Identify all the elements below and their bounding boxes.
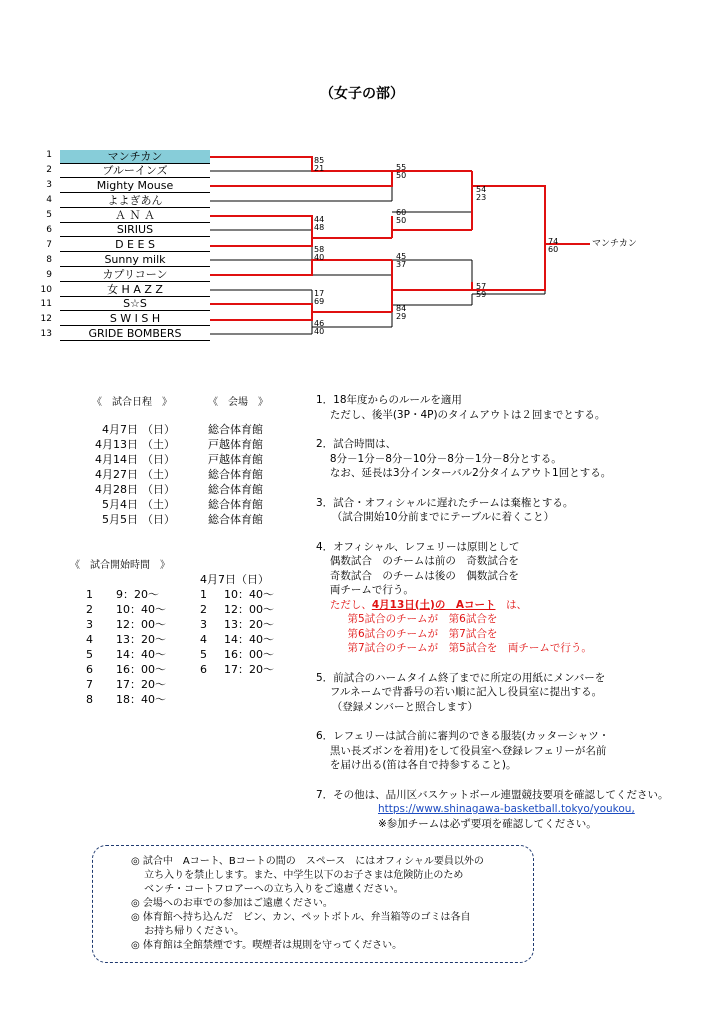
- notice-box: [92, 845, 534, 963]
- seed-number: 3: [46, 180, 52, 190]
- schedule-list: [70, 422, 300, 527]
- team-cell: カプリコーン: [60, 268, 210, 282]
- note-2: 2．試合時間は、 8分－1分－8分－10分－8分－1分－8分とする。 なお、延長は3分インターバル2分タイムアウト1回とする。: [316, 438, 612, 479]
- start-time-row: 3 13：20～: [200, 618, 274, 631]
- schedule-row: 5月4日 （土） 総合体育館: [102, 498, 263, 511]
- note-3: 3．試合・オフィシャルに遅れたチームは棄権とする。 （試合開始10分前までにテーブルに着くこと）: [316, 496, 574, 523]
- start-time-row: 7 17：20～: [86, 678, 166, 691]
- start-times-subheader: 4月7日（日）: [200, 573, 269, 586]
- seed-number: 8: [46, 255, 52, 265]
- match-score: 46 40: [314, 319, 325, 336]
- start-time-row: 2 12：00～: [200, 603, 274, 616]
- start-time-row: 4 14：40～: [200, 633, 274, 646]
- team-cell-champion: マンチカン: [60, 150, 210, 164]
- rules-link[interactable]: https://www.shinagawa-basketball.tokyo/youkou,: [378, 803, 635, 815]
- team-cell: Sunny milk: [60, 253, 210, 267]
- schedule-row: 4月7日 （日） 総合体育館: [102, 423, 263, 436]
- match-score: 55 50: [396, 163, 407, 180]
- venue-header: 《 会場 》: [208, 397, 268, 408]
- rules-notes: [316, 393, 716, 831]
- start-time-row: 6 17：20～: [200, 663, 274, 676]
- team-cell: ブルーインズ: [60, 164, 210, 178]
- seed-number: 7: [46, 240, 52, 250]
- notice-text: ◎ 試合中 Aコート、Bコートの間の スペース にはオフィシャル要員以外の 立ち入りを禁止します。また、中学生以下のお子さまは危険防止のため ベンチ・コートフロアーへの立ち入りをご遠慮ください。 ◎ 会場へのお車での参加はご遠慮ください。 ◎ 体育館へ持ち込んだ ビン、カン、ペットボトル、弁当箱等のゴミは各自 お持ち帰りください。 ◎ 体育館は全館禁煙です。喫煙者は規則を守ってください。: [131, 856, 484, 951]
- champion-name: マンチカン: [592, 239, 637, 249]
- start-time-row: 8 18：40～: [86, 693, 166, 706]
- match-score: 84 29: [396, 304, 407, 321]
- start-time-row: 2 10：40～: [86, 603, 166, 616]
- schedule-row: 5月5日 （日） 総合体育館: [102, 513, 263, 526]
- match-score: 57 59: [476, 282, 487, 299]
- page-title: （女子の部）: [320, 86, 404, 102]
- start-times-left: [86, 587, 196, 707]
- team-cell: D E E S: [60, 238, 210, 252]
- team-cell: S☆S: [60, 297, 210, 311]
- team-cell: GRIDE BOMBERS: [60, 327, 210, 341]
- team-cell: Ａ Ｎ Ａ: [60, 209, 210, 223]
- start-time-row: 6 16：00～: [86, 663, 166, 676]
- match-score: 45 37: [396, 252, 407, 269]
- note-4-exception: ただし、4月13日(土)の Aコート は、: [316, 598, 527, 611]
- seed-number: 12: [40, 314, 52, 324]
- seed-number: 5: [46, 210, 52, 220]
- match-score: 58 40: [314, 245, 325, 262]
- seed-number: 4: [46, 195, 52, 205]
- match-score: 17 69: [314, 289, 325, 306]
- schedule-row: 4月14日 （日） 戸越体育館: [95, 453, 263, 466]
- match-score: 44 48: [314, 215, 325, 232]
- team-cell: Mighty Mouse: [60, 179, 210, 193]
- seed-number: 11: [40, 299, 52, 309]
- schedule-row: 4月13日 （土） 戸越体育館: [95, 438, 263, 451]
- note-6: 6．レフェリーは試合前に審判のできる服装(カッターシャツ・ 黒い長ズボンを着用)をして役員室へ登録レフェリーが名前 を届け出る(笛は各自で持参すること)。: [316, 730, 610, 771]
- seed-number: 13: [40, 329, 52, 339]
- schedule-header: 《 試合日程 》: [92, 397, 172, 408]
- start-times-right: [200, 587, 310, 677]
- seed-number: 6: [46, 225, 52, 235]
- start-time-row: 4 13：20～: [86, 633, 166, 646]
- team-cell: SIRIUS: [60, 223, 210, 237]
- team-cell: S W I S H: [60, 312, 210, 326]
- schedule-row: 4月28日 （日） 総合体育館: [95, 483, 263, 496]
- schedule-row: 4月27日 （土） 総合体育館: [95, 468, 263, 481]
- seed-number: 9: [46, 270, 52, 280]
- match-score: 85 21: [314, 156, 325, 173]
- note-7: 7．その他は、品川区バスケットボール連盟競技要項を確認してください。 https://www.shinagawa-basketball.tokyo/youkou, ※参加チームは必ず要項を確認してください。: [316, 788, 669, 830]
- start-time-row: 5 16：00～: [200, 648, 274, 661]
- start-times-header: 《 試合開始時間 》: [70, 560, 170, 571]
- note-1: 1．18年度からのルールを適用 ただし、後半(3P・4P)のタイムアウトは２回までとする。: [316, 394, 606, 421]
- note-4: 4．オフィシャル、レフェリーは原則として 偶数試合 のチームは前の 奇数試合を 奇数試合 のチームは後の 偶数試合を 両チームで行う。 ただし、4月13日(土)の Aコート は、 第5試合のチームが 第6試合を 第6試合のチームが 第7試合を 第7試合のチームが 第5試合を 両チームで行う。: [316, 540, 716, 656]
- seed-number: 10: [40, 285, 52, 295]
- seed-number: 1: [46, 150, 52, 160]
- start-time-row: 1 10：40～: [200, 588, 274, 601]
- note-5: 5．前試合のハームタイム終了までに所定の用紙にメンバーを フルネームで背番号の若い順に記入し役員室に提出する。 （登録メンバーと照合します）: [316, 671, 606, 713]
- start-time-row: 3 12：00～: [86, 618, 166, 631]
- team-cell: よよぎあん: [60, 194, 210, 208]
- start-time-row: 1 9：20～: [86, 588, 159, 601]
- seed-number: 2: [46, 165, 52, 175]
- team-cell: 女 H A Z Z: [60, 283, 210, 297]
- match-score: 54 23: [476, 185, 487, 202]
- match-score: 60 50: [396, 208, 407, 225]
- final-score: 74 60: [548, 237, 559, 254]
- start-time-row: 5 14：40～: [86, 648, 166, 661]
